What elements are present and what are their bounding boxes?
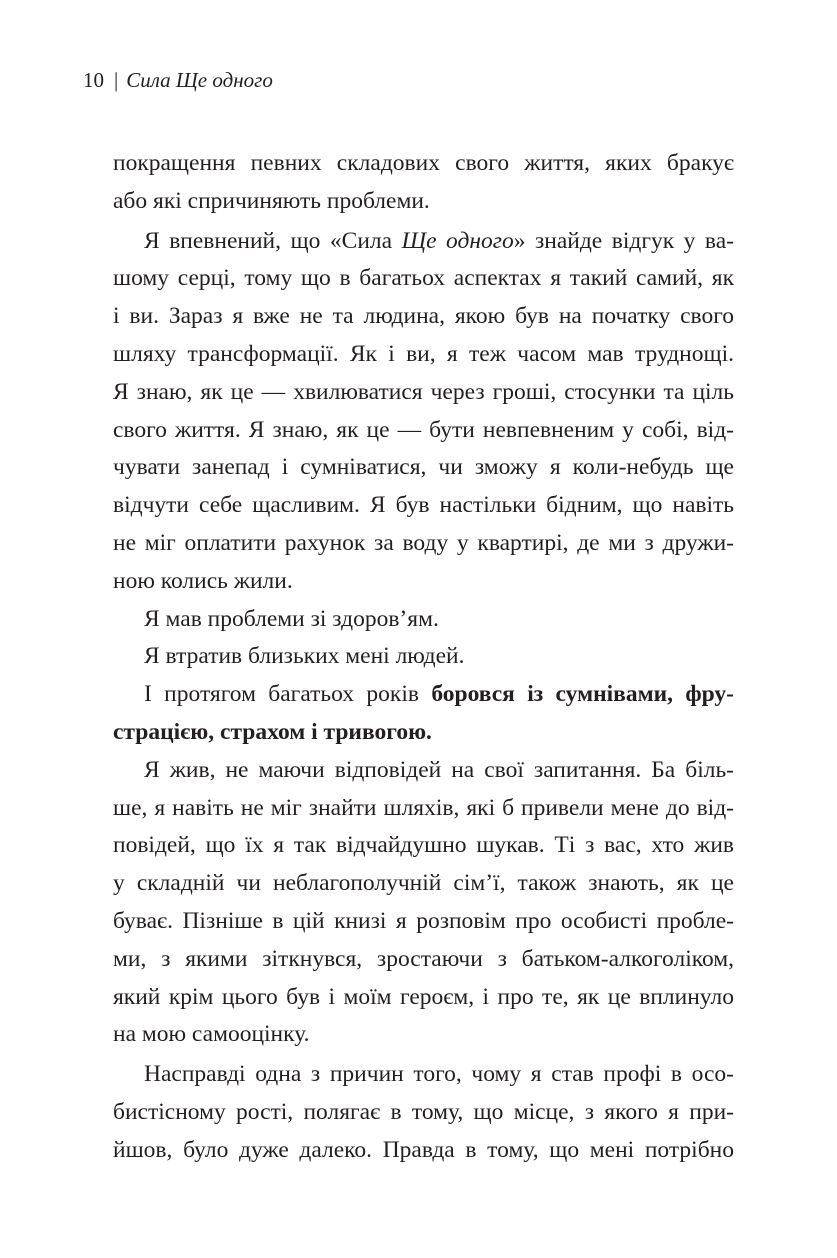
bold-phrase: страцією, страхом і тривогою. <box>113 718 432 745</box>
text-segment: І протягом багатьох років <box>144 681 432 708</box>
book-title-italic: Ще одного <box>401 227 514 254</box>
page-number: 10 <box>83 68 104 92</box>
text-line: і ви. Зараз я вже не та людина, якою був на початку свого <box>113 303 734 330</box>
text-line: йшов, було дуже далеко. Правда в тому, що мені потрібно <box>113 1136 734 1163</box>
running-header <box>83 66 273 94</box>
text-line: Насправді одна з причин того, чому я став профі в осо- <box>144 1061 734 1088</box>
bold-phrase: боровся із сумнівами, фру- <box>431 681 734 708</box>
text-line: шляху трансформації. Як і ви, я теж часом мав труднощі. <box>113 340 734 367</box>
text-line <box>113 223 734 261</box>
text-line: чувати занепад і сумніватися, чи зможу я коли-небудь ще <box>113 454 734 481</box>
text-line: Я знаю, як це — хвилюватися через гроші, стосунки та ціль <box>113 378 734 405</box>
body-text <box>113 145 734 1170</box>
text-line: покращення певних складових свого життя, яких бракує <box>113 150 734 176</box>
text-line: ше, я навіть не міг знайти шляхів, які б привели мене до від- <box>113 794 734 821</box>
text-line: у складній чи неблагополучній сім’ї, також знають, як це <box>113 870 734 897</box>
text-line: на мою самооцінку. <box>113 1021 310 1048</box>
text-line: який крім цього був і моїм героєм, і про те, як це вплинуло <box>113 983 734 1010</box>
running-title: Сила Ще одного <box>126 68 273 92</box>
text-line: не міг оплатити рахунок за воду у квартирі, де ми з дружи- <box>113 529 734 556</box>
text-line: Я жив, не маючи відповідей на свої запитання. Ба біль- <box>144 756 734 783</box>
text-line: відчути себе щасливим. Я був настільки бідним, що навіть <box>113 492 734 519</box>
header-separator: | <box>114 68 119 92</box>
text-line: повідей, що їх я так відчайдушно шукав. Ті з вас, хто жив <box>113 832 734 859</box>
text-line: Я мав проблеми зі здоров’ям. <box>144 605 439 632</box>
text-segment: » знайде відгук у ва- <box>513 227 734 254</box>
text-line: ною колись жили. <box>113 567 293 594</box>
text-line: шому серці, тому що в багатьох аспектах я такий самий, як <box>113 265 734 292</box>
text-line: ми, з якими зіткнувся, зростаючи з батьком-алкоголіком, <box>113 945 734 972</box>
text-line <box>113 676 734 714</box>
text-segment: Я впевнений, що «Сила <box>144 227 402 254</box>
text-line <box>113 714 734 752</box>
text-line: бистісному рості, полягає в тому, що місце, з якого я при- <box>113 1098 734 1125</box>
text-line: або які спричиняють проблеми. <box>113 187 430 214</box>
text-line: Я втратив близьких мені людей. <box>144 643 465 670</box>
text-line: буває. Пізніше в цій книзі я розповім про особисті пробле- <box>113 907 734 934</box>
text-line: свого життя. Я знаю, як це — бути невпевненим у собі, від- <box>113 416 734 443</box>
